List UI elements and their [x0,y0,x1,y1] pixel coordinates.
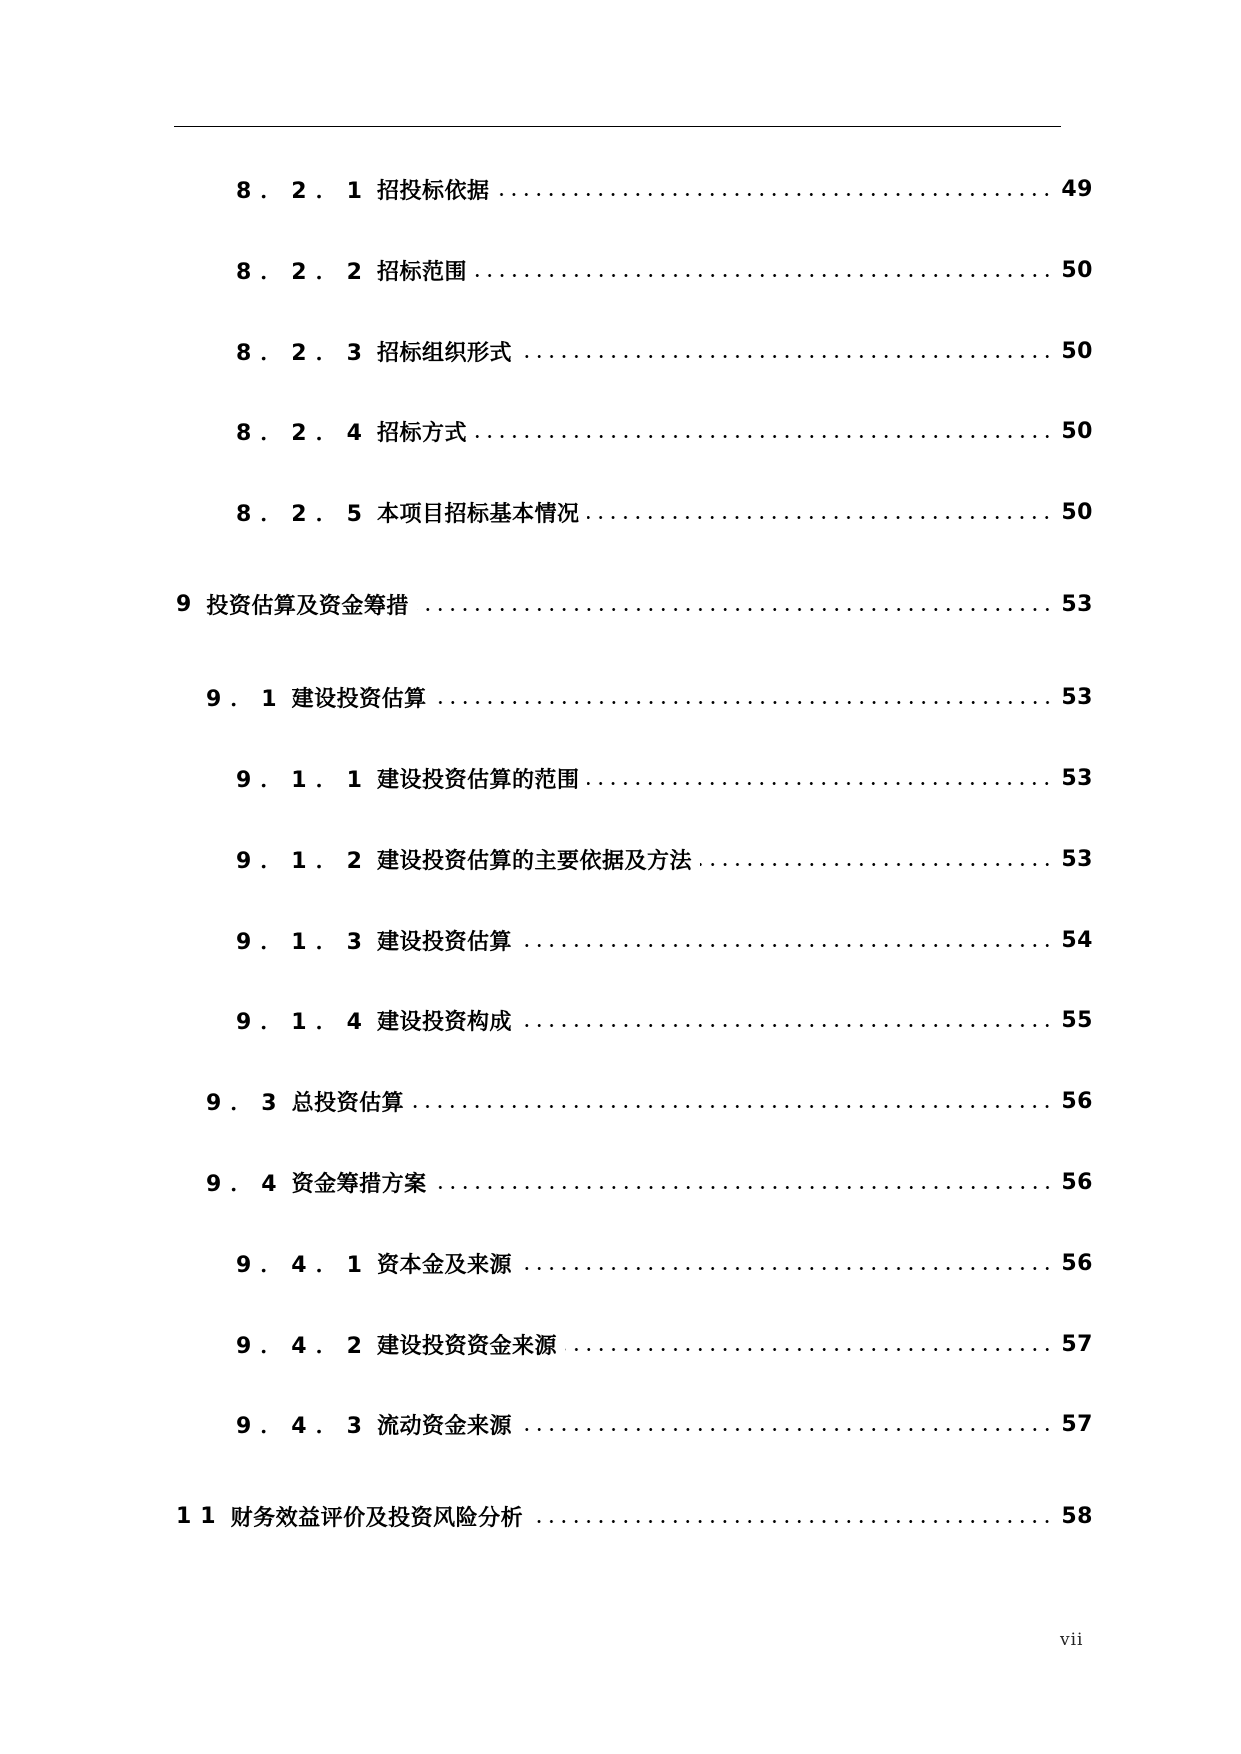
toc-title: 资本金及来源 [376,1252,512,1278]
toc-entry[interactable] [236,415,1093,447]
dot-leader [435,701,1054,704]
toc-entry[interactable] [176,588,1093,620]
dot-leader [497,193,1053,196]
toc-title: 招标方式 [376,420,467,446]
toc-title: 建设投资估算的范围 [376,767,580,793]
toc-title: 招标范围 [376,259,467,285]
toc-entry[interactable] [236,254,1093,286]
toc-entry[interactable] [236,1247,1093,1279]
toc-page-number: 53 [1061,846,1093,872]
toc-title: 建设投资构成 [376,1009,512,1035]
toc-number: 8．2．5 [236,501,371,527]
toc-number: 9 [176,591,201,617]
toc-page-number: 56 [1061,1250,1093,1276]
toc-page-number: 50 [1061,418,1093,444]
toc-page-number: 55 [1061,1007,1093,1033]
toc-page-number: 50 [1061,499,1093,525]
toc-title: 建设投资估算的主要依据及方法 [376,848,692,874]
toc-title: 招投标依据 [376,178,490,204]
toc-title: 建设投资资金来源 [376,1333,557,1359]
toc-title: 招标组织形式 [376,340,512,366]
toc-page-number: 49 [1061,176,1093,202]
dot-leader [520,1024,1053,1027]
toc-entry[interactable] [236,173,1093,205]
toc-number: 9．3 [206,1090,286,1116]
toc-title: 流动资金来源 [376,1413,512,1439]
toc-entry[interactable] [206,681,1093,713]
dot-leader [587,782,1053,785]
toc-number: 8．2．3 [236,340,371,366]
toc-page-number: 57 [1061,1331,1093,1357]
toc-entry[interactable] [176,1500,1093,1532]
toc-number: 9．4．2 [236,1333,371,1359]
toc-number: 9．1．2 [236,848,371,874]
toc-entry[interactable] [206,1166,1093,1198]
toc-page-number: 53 [1061,684,1093,710]
dot-leader [417,608,1054,611]
toc-number: 11 [176,1503,225,1529]
toc-title: 投资估算及资金筹措 [206,593,409,619]
toc-page-number: 56 [1061,1088,1093,1114]
dot-leader [520,1428,1053,1431]
toc-page-number: 54 [1061,927,1093,953]
toc-number: 9．1．1 [236,767,371,793]
toc-number: 9．4．3 [236,1413,371,1439]
dot-leader [700,863,1053,866]
toc-entry[interactable] [236,335,1093,367]
toc-entry[interactable] [236,1408,1093,1440]
toc-page-number: 50 [1061,257,1093,283]
dot-leader [520,355,1053,358]
toc-number: 9．4．1 [236,1252,371,1278]
dot-leader [565,1348,1053,1351]
toc-title: 财务效益评价及投资风险分析 [230,1505,524,1531]
dot-leader [435,1186,1054,1189]
footer-page-number: vii [1060,1630,1084,1650]
dot-leader [475,274,1053,277]
toc-title: 建设投资估算 [376,929,512,955]
toc-entry[interactable] [236,1328,1093,1360]
toc-entry[interactable] [206,1085,1093,1117]
toc-entry[interactable] [236,496,1093,528]
toc-number: 9．4 [206,1171,286,1197]
dot-leader [412,1105,1053,1108]
toc-page-number: 56 [1061,1169,1093,1195]
toc-page-number: 58 [1061,1503,1093,1529]
toc-entry[interactable] [236,843,1093,875]
toc-number: 8．2．2 [236,259,371,285]
dot-leader [520,1267,1053,1270]
dot-leader [520,944,1053,947]
dot-leader [475,435,1053,438]
toc-title: 本项目招标基本情况 [376,501,580,527]
toc-page-number: 50 [1061,338,1093,364]
dot-leader [531,1520,1053,1523]
toc-title: 资金筹措方案 [291,1171,427,1197]
toc-page-number: 53 [1061,591,1093,617]
toc-number: 8．2．4 [236,420,371,446]
toc-number: 8．2．1 [236,178,371,204]
toc-entry[interactable] [236,1004,1093,1036]
toc-page-number: 53 [1061,765,1093,791]
toc-page-number: 57 [1061,1411,1093,1437]
dot-leader [587,516,1053,519]
toc-entry[interactable] [236,762,1093,794]
toc-title: 建设投资估算 [291,686,427,712]
toc-number: 9．1．4 [236,1009,371,1035]
toc-number: 9．1 [206,686,286,712]
toc-number: 9．1．3 [236,929,371,955]
toc-entry[interactable] [236,924,1093,956]
toc-title: 总投资估算 [291,1090,405,1116]
